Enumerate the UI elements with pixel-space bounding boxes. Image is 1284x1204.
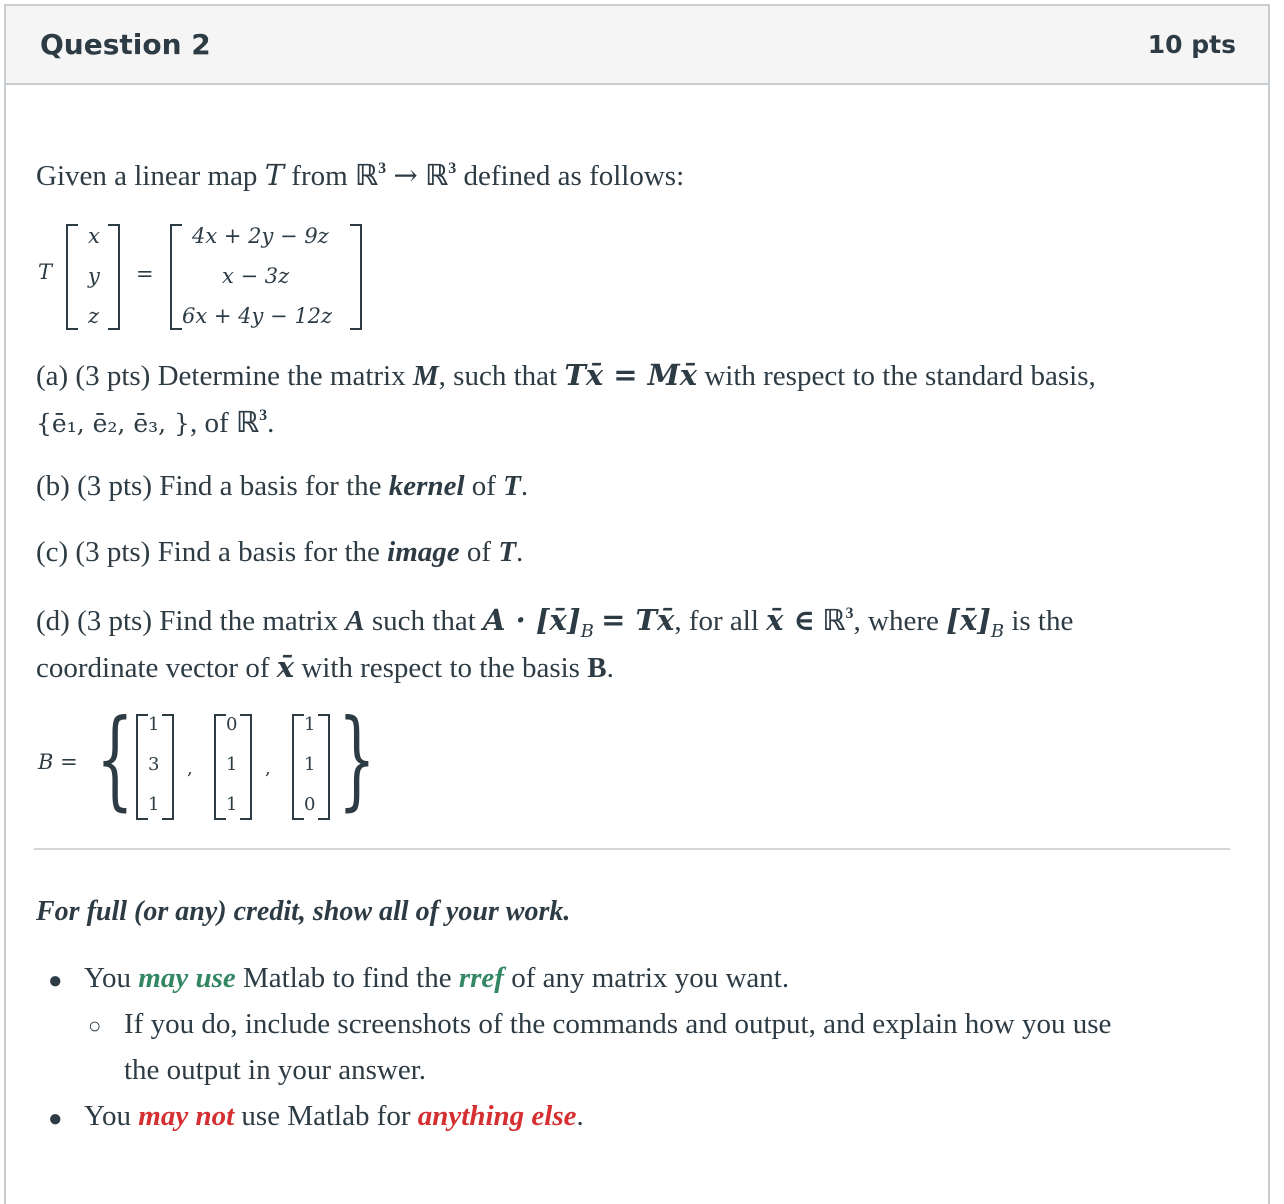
vector-1-entry: 1: [148, 794, 160, 815]
input-right-bracket: [108, 224, 120, 330]
question-title: Question 2: [40, 28, 211, 61]
sub-bullet-line1: If you do, include screenshots of the commands and output, and explain how you use: [124, 1008, 1112, 1040]
vector-2-left-bracket: [214, 714, 226, 820]
set-open-brace: {: [96, 697, 134, 822]
sub-bullet-circle: ○: [88, 1013, 102, 1038]
basis-B: B = { 1 3 1 , 0 1 1 , 1 1 0 }: [38, 697, 376, 822]
bullet-may-not: You may not use Matlab for anything else.: [84, 1100, 584, 1132]
vector-2-entry: 1: [226, 794, 238, 815]
output-right-bracket: [350, 224, 362, 330]
part-a-line1: (a) (3 pts) Determine the matrix M, such that Tx̄ = Mx̄ with respect to the standard basis,: [36, 358, 1096, 392]
question-points: 10 pts: [1147, 30, 1236, 59]
vector-3-left-bracket: [292, 714, 304, 820]
input-left-bracket: [66, 224, 78, 330]
part-d-line1: (d) (3 pts) Find the matrix A such that $A \cdot [x̄]_B$ = Tx̄, for all x̄ ∈ ℝ$^3$, where $[x̄]_B$ is the: [36, 603, 1074, 642]
vector-1-entry: 3: [148, 754, 160, 775]
vector-2-right-bracket: [240, 714, 252, 820]
sub-bullet-line2: the output in your answer.: [124, 1054, 427, 1086]
vector-3-right-bracket: [318, 714, 330, 820]
output-left-bracket: [170, 224, 182, 330]
part-c: (c) (3 pts) Find a basis for the image of T.: [36, 536, 524, 568]
vector-3-entry: 1: [304, 754, 316, 775]
vector-1-entry: 1: [148, 714, 160, 735]
credit-note: For full (or any) credit, show all of your work.: [36, 896, 571, 927]
intro-text: Given a linear map T from ℝ$^3$ → ℝ$^3$ defined as follows:: [36, 158, 685, 192]
map-definition: T x y z = 4x + 2y − 9z x − 3z 6x + 4y − 12z: [36, 220, 376, 332]
question-header: [6, 6, 1268, 85]
vector-1-right-bracket: [162, 714, 174, 820]
bullet-dot: ●: [48, 1106, 63, 1132]
vector-2-entry: 0: [226, 714, 238, 735]
part-b: (b) (3 pts) Find a basis for the kernel of T.: [36, 470, 529, 502]
bullet-dot: ●: [48, 968, 63, 994]
vector-3-entry: 1: [304, 714, 316, 735]
vector-2-entry: 1: [226, 754, 238, 775]
vector-1-left-bracket: [136, 714, 148, 820]
set-close-brace: }: [338, 697, 376, 822]
bullet-may-use: You may use Matlab to find the rref of any matrix you want.: [84, 962, 790, 994]
vector-3-entry: 0: [304, 794, 316, 815]
part-a-line2: {ē₁, ē₂, ē₃, }, of ℝ$^3$.: [36, 405, 275, 439]
part-d-line2: coordinate vector of x̄ with respect to the basis B.: [36, 650, 614, 684]
section-divider: [34, 848, 1230, 850]
